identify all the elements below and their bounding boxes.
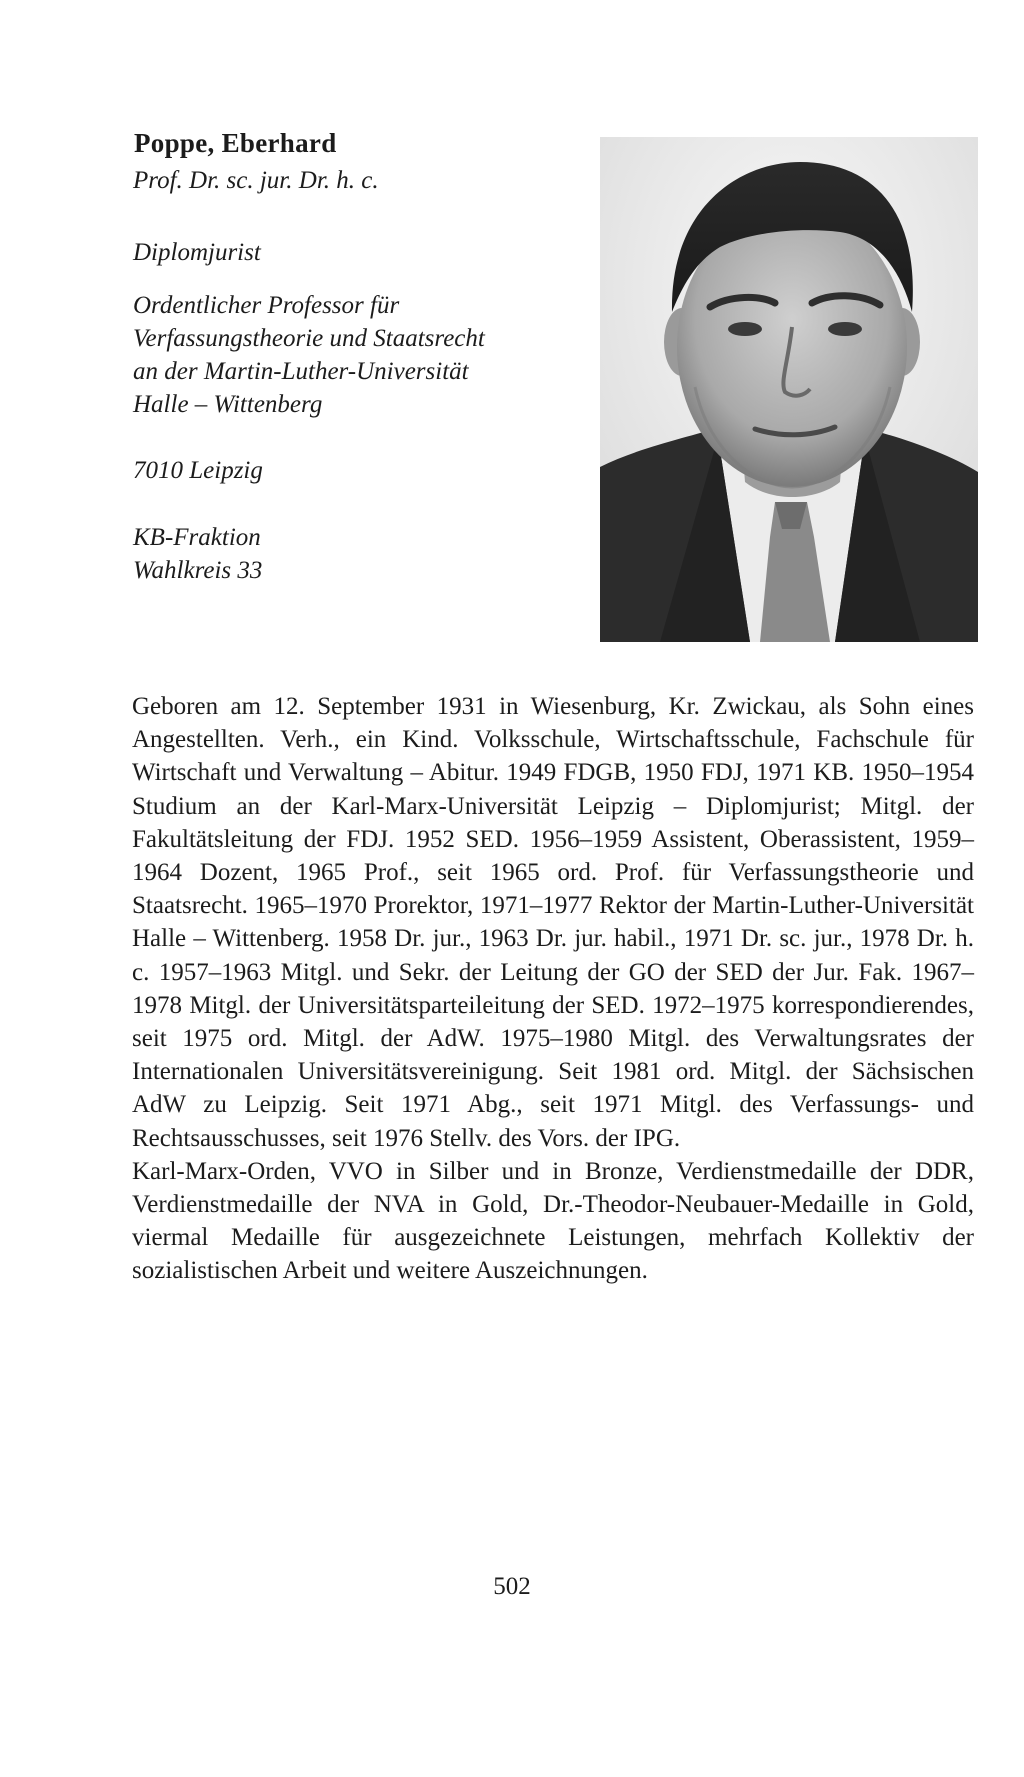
person-name: Poppe, Eberhard	[134, 128, 337, 158]
biography-paragraph: Geboren am 12. September 1931 in Wiesenburg, Kr. Zwickau, als Sohn eines Angestellten. Verh., ein Kind. Volksschule, Wirtschaftsschule, Fachschule für Wirtschaft und Verwaltung – Abitur. 1949 FDGB, 1950 FDJ, 1971 KB. 1950–1954 Studium an der Karl-Marx-Universität Leipzig – Diplomjurist; Mitgl. der Fakultätsleitung der FDJ. 1952 SED. 1956–1959 Assistent, Oberassistent, 1959–1964 Dozent, 1965 Prof., seit 1965 ord. Prof. für Verfassungstheorie und Staatsrecht. 1965–1970 Prorektor, 1971–1977 Rektor der Martin-Luther-Universität Halle – Wittenberg. 1958 Dr. jur., 1963 Dr. jur. habil., 1971 Dr. sc. jur., 1978 Dr. h. c. 1957–1963 Mitgl. und Sekr. der Leitung der GO der SED der Jur. Fak. 1967–1978 Mitgl. der Universitätsparteileitung der SED. 1972–1975 korrespondierendes, seit 1975 ord. Mitgl. der AdW. 1975–1980 Mitgl. des Verwaltungsrates der Internationalen Universitätsvereinigung. Seit 1981 ord. Mitgl. der Sächsischen AdW zu Leipzig. Seit 1971 Abg., seit 1971 Mitgl. des Verfassungs- und Rechtsausschusses, seit 1976 Stellv. des Vors. der IPG.	[132, 693, 974, 1152]
location: 7010 Leipzig	[133, 457, 263, 484]
degree: Diplomjurist	[133, 239, 261, 266]
biography	[132, 690, 974, 1288]
biography-paragraph: Karl-Marx-Orden, VVO in Silber und in Bronze, Verdienstmedaille der DDR, Verdienstmedaille der NVA in Gold, Dr.-Theodor-Neubauer-Medaille in Gold, viermal Medaille für ausgezeichnete Leistungen, mehrfach Kollektiv der sozialistischen Arbeit und weitere Auszeichnungen.	[132, 1157, 974, 1285]
academic-title: Prof. Dr. sc. jur. Dr. h. c.	[133, 167, 379, 194]
position-line: an der Martin-Luther-Universität	[133, 358, 469, 385]
constituency: Wahlkreis 33	[133, 557, 263, 584]
position-line: Ordentlicher Professor für	[133, 292, 400, 319]
faction: KB-Fraktion	[133, 524, 261, 551]
position-line: Halle – Wittenberg	[133, 391, 323, 418]
faction-block	[133, 521, 262, 587]
position-line: Verfassungstheorie und Staatsrecht	[133, 325, 485, 352]
portrait-photo-icon	[600, 137, 978, 642]
portrait-photo	[600, 137, 978, 642]
position-block	[133, 289, 533, 421]
page-number: 502	[493, 1573, 531, 1600]
